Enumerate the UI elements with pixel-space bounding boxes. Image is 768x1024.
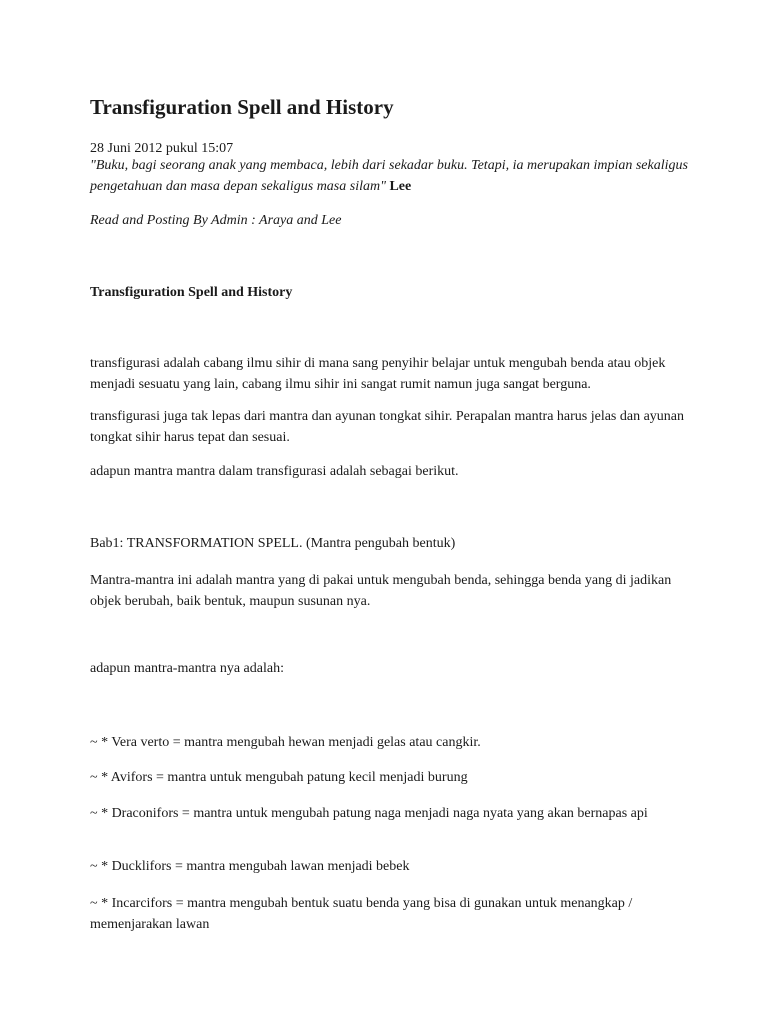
document-title: Transfiguration Spell and History (90, 95, 394, 119)
paragraph: adapun mantra mantra dalam transfigurasi adalah sebagai berikut. (90, 464, 459, 479)
byline: Read and Posting By Admin : Araya and Lee (90, 213, 342, 228)
quote-text: "Buku, bagi seorang anak yang membaca, lebih dari sekadar buku. Tetapi, ia merupakan impian sekaligus pengetahuan dan masa depan sekaligus masa silam" (90, 158, 688, 194)
epigraph-quote (90, 155, 690, 197)
spell-list-intro: adapun mantra-mantra nya adalah: (90, 661, 284, 676)
chapter-heading: Bab1: TRANSFORMATION SPELL. (Mantra pengubah bentuk) (90, 536, 456, 551)
post-dateline: 28 Juni 2012 pukul 15:07 (90, 141, 234, 156)
chapter-intro: Mantra-mantra ini adalah mantra yang di pakai untuk mengubah benda, sehingga benda yang di jadikan objek berubah, baik bentuk, maupun susunan nya. (90, 573, 672, 609)
paragraph: transfigurasi juga tak lepas dari mantra dan ayunan tongkat sihir. Perapalan mantra harus jelas dan ayunan tongkat sihir harus tepat dan sesuai. (90, 409, 685, 445)
spell-list-item: ~ * Ducklifors = mantra mengubah lawan menjadi bebek (90, 859, 410, 874)
section-title: Transfiguration Spell and History (90, 285, 293, 300)
paragraph: transfigurasi adalah cabang ilmu sihir di mana sang penyihir belajar untuk mengubah benda atau objek menjadi sesuatu yang lain, cabang ilmu sihir ini sangat rumit namun juga sangat berguna. (90, 356, 666, 392)
quote-author: Lee (389, 179, 412, 194)
spell-list-item: ~ * Incarcifors = mantra mengubah bentuk suatu benda yang bisa di gunakan untuk menangkap / memenjarakan lawan (90, 896, 633, 932)
spell-list-item: ~ * Avifors = mantra untuk mengubah patung kecil menjadi burung (90, 770, 468, 785)
spell-list-item: ~ * Draconifors = mantra untuk mengubah patung naga menjadi naga nyata yang akan bernapas api (90, 806, 648, 821)
spell-list-item: ~ * Vera verto = mantra mengubah hewan menjadi gelas atau cangkir. (90, 735, 481, 750)
